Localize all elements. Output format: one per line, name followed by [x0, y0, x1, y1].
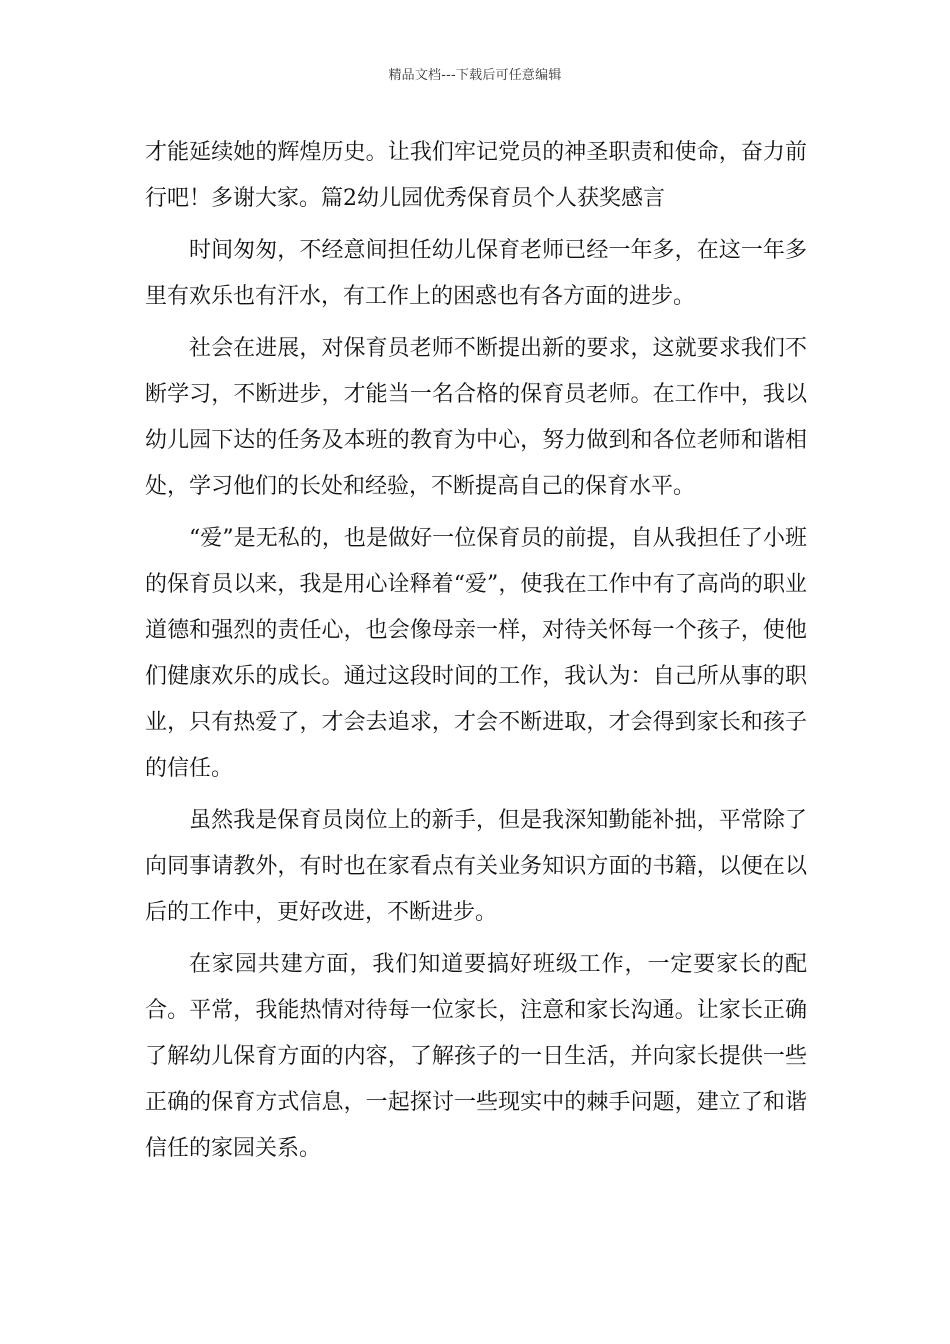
- paragraph: “爱”是无私的，也是做好一位保育员的前提，自从我担任了小班的保育员以来，我是用心诠释着“爱”，使我在工作中有了高尚的职业道德和强烈的责任心，也会像母亲一样，对待关怀每一个孩子，使他们健康欢乐的成长。通过这段时间的工作，我认为：自己所从事的职业，只有热爱了，才会去追求，才会不断进取，才会得到家长和孩子的信任。: [145, 526, 807, 781]
- document-body: [145, 130, 807, 1178]
- paragraph: 时间匆匆，不经意间担任幼儿保育老师已经一年多，在这一年多里有欢乐也有汗水，有工作上的困惑也有各方面的进步。: [145, 238, 807, 309]
- paragraph: 虽然我是保育员岗位上的新手，但是我深知勤能补拙，平常除了向同事请教外，有时也在家看点有关业务知识方面的书籍，以便在以后的工作中，更好改进，不断进步。: [145, 808, 807, 925]
- paragraph: 社会在进展，对保育员老师不断提出新的要求，这就要求我们不断学习，不断进步，才能当一名合格的保育员老师。在工作中，我以幼儿园下达的任务及本班的教育为中心，努力做到和各位老师和谐相处，学习他们的长处和经验，不断提高自己的保育水平。: [145, 336, 807, 499]
- paragraph-continuation: 才能延续她的辉煌历史。让我们牢记党员的神圣职责和使命，奋力前行吧！多谢大家。篇2幼儿园优秀保育员个人获奖感言: [145, 140, 807, 211]
- paragraph: 在家园共建方面，我们知道要搞好班级工作，一定要家长的配合。平常，我能热情对待每一位家长，注意和家长沟通。让家长正确了解幼儿保育方面的内容，了解孩子的一日生活，并向家长提供一些正确的保育方式信息，一起探讨一些现实中的棘手问题，建立了和谐信任的家园关系。: [145, 952, 807, 1161]
- page-header: 精品文档---下载后可任意编辑: [388, 68, 562, 83]
